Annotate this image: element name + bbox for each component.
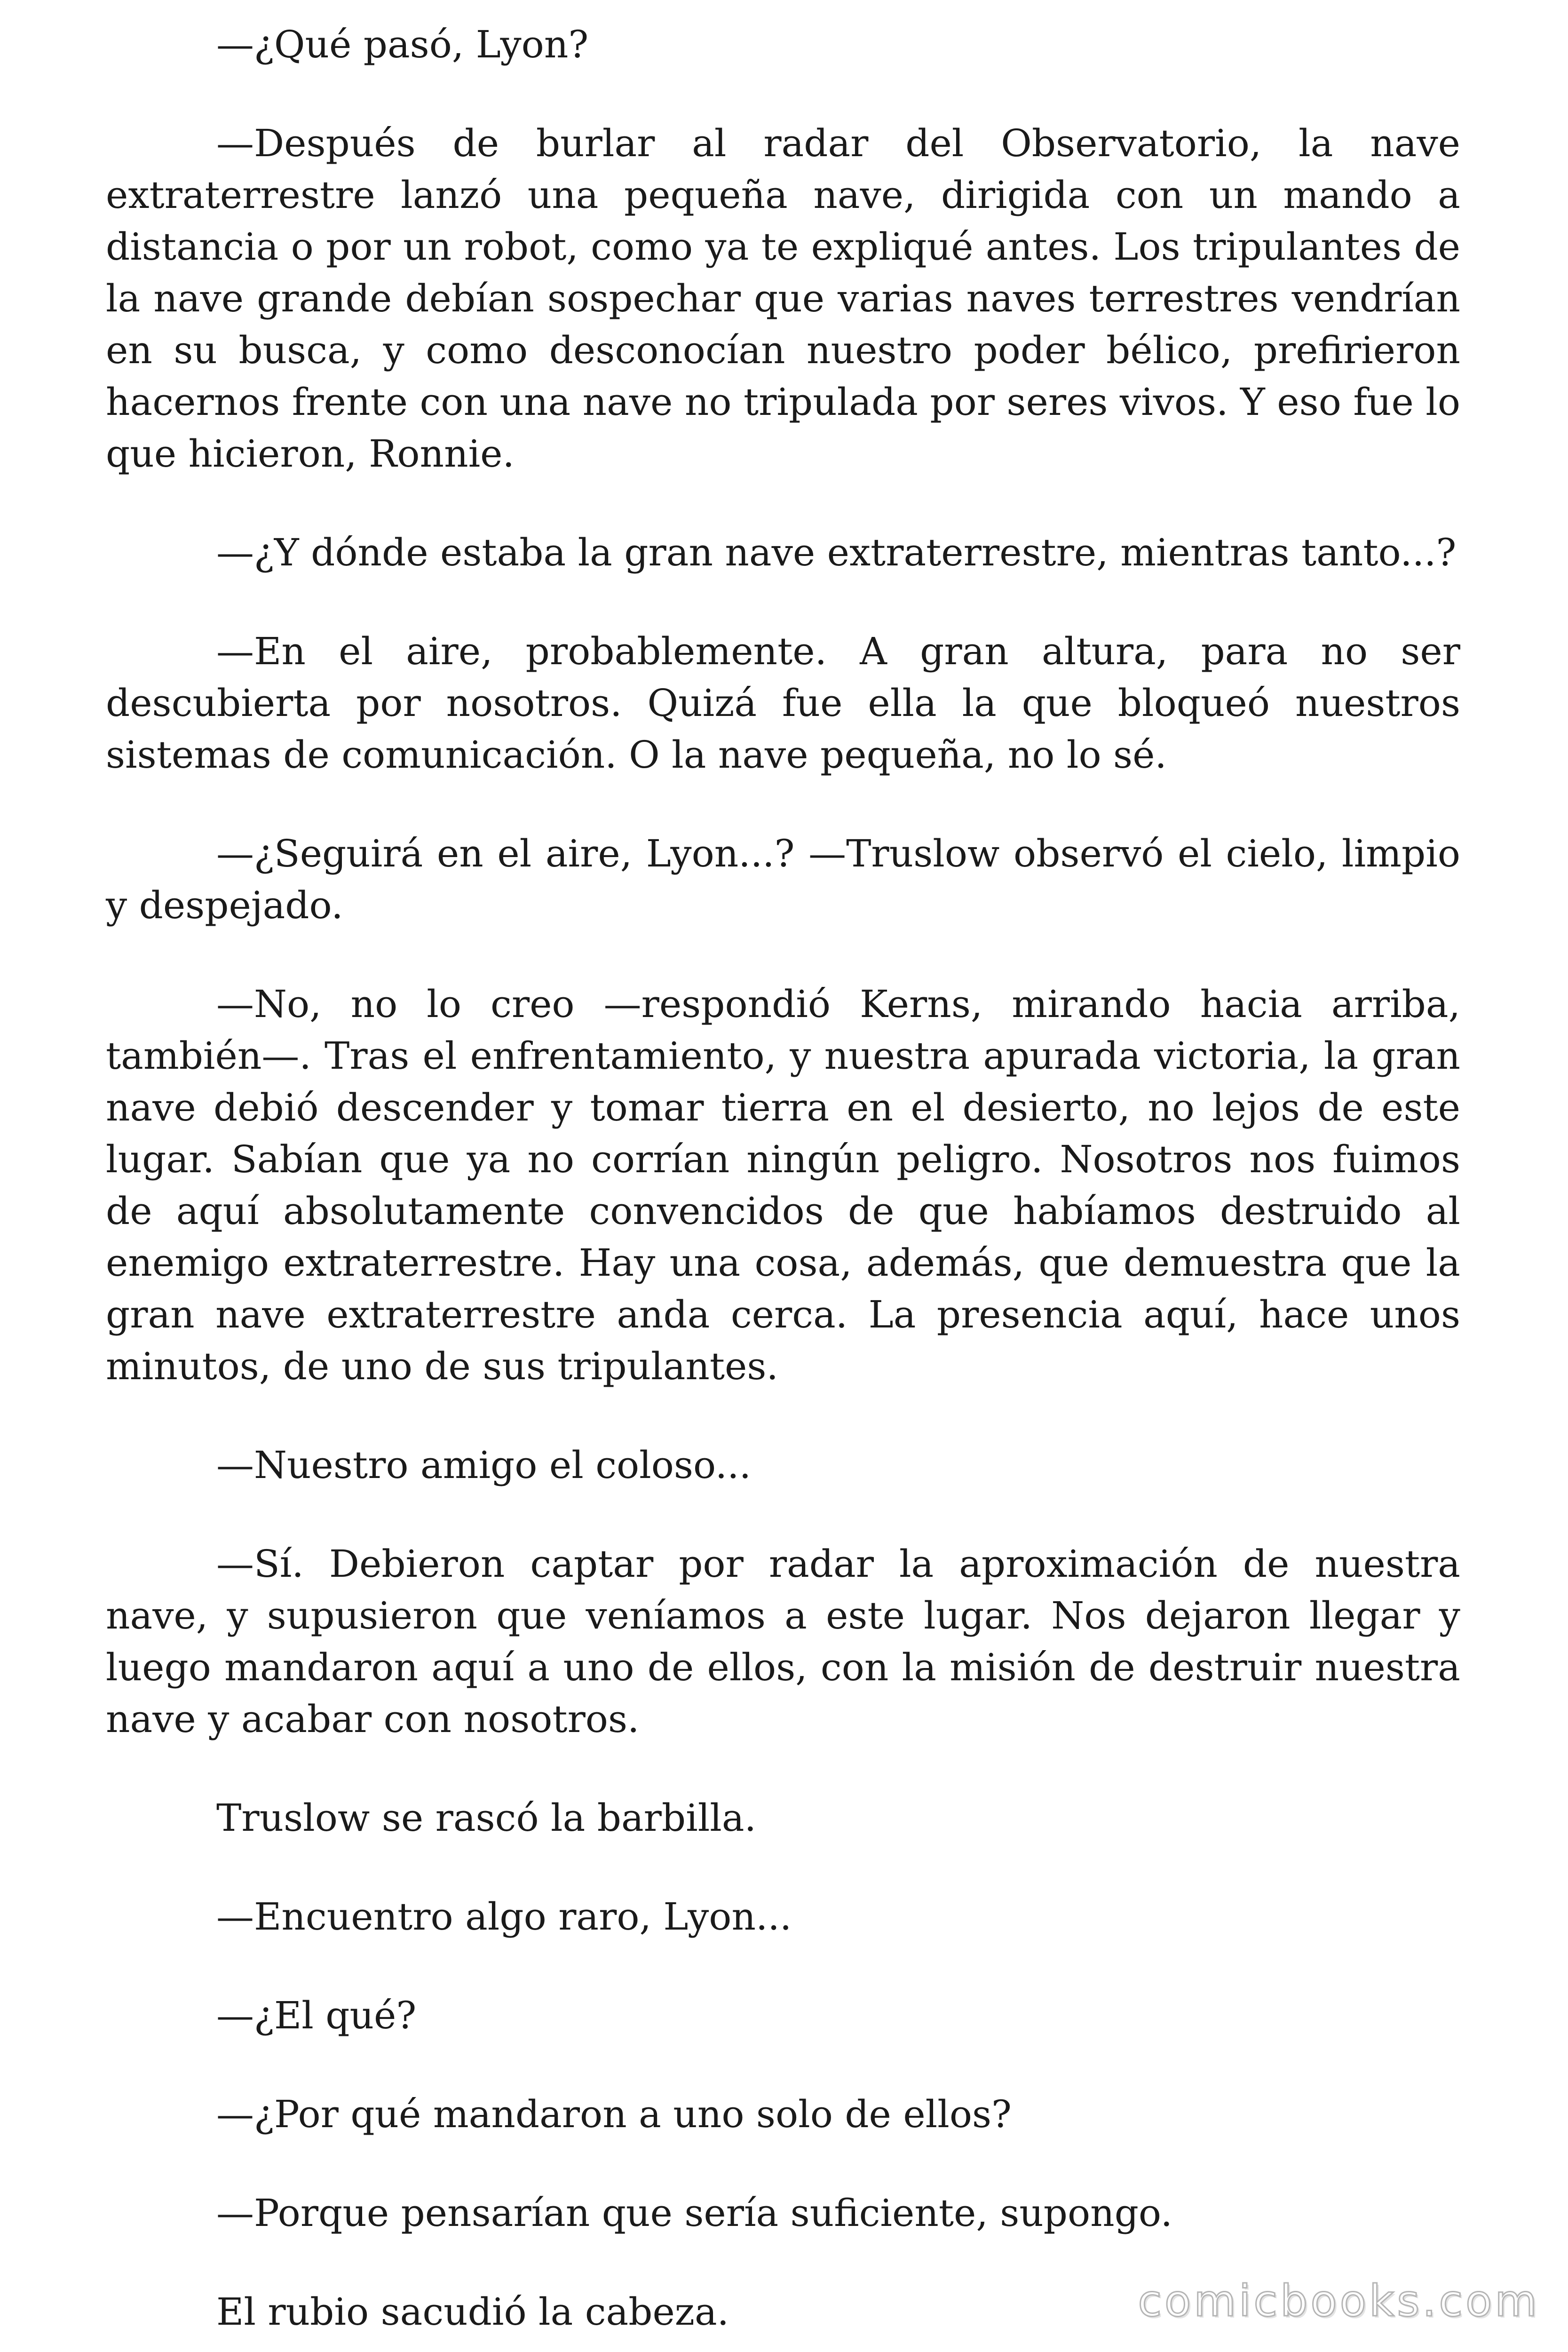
paragraph: —Nuestro amigo el coloso... <box>216 1443 752 1487</box>
watermark: comicbooks.com <box>1138 2276 1540 2326</box>
paragraph: —¿Por qué mandaron a uno solo de ellos? <box>216 2092 1012 2136</box>
paragraph: —No, no lo creo —respondió Kerns, mirando hacia arriba, también—. Tras el enfrentamiento, y nuestra apurada victoria, la gran nave debió descender y tomar tierra en el desierto, no lejos de este lugar. Sabían que ya no corrían ningún peligro. Nosotros nos fuimos de aquí absolutamente convencidos de que habíamos destruido al enemigo extraterrestre. Hay una cosa, además, que demuestra que la gran nave extraterrestre anda cerca. La presencia aquí, hace unos minutos, de uno de sus tripulantes. <box>106 982 1460 1388</box>
paragraph: —Después de burlar al radar del Observatorio, la nave extraterrestre lanzó una pequeña nave, dirigida con un mando a distancia o por un robot, como ya te expliqué antes. Los tripulantes de la nave grande debían sospechar que varias naves terrestres vendrían en su busca, y como desconocían nuestro poder bélico, prefirieron hacernos frente con una nave no tripulada por seres vivos. Y eso fue lo que hicieron, Ronnie. <box>106 121 1460 476</box>
paragraph: —Encuentro algo raro, Lyon... <box>216 1895 792 1939</box>
paragraph: —¿Y dónde estaba la gran nave extraterrestre, mientras tanto...? <box>216 531 1457 574</box>
paragraph: —Sí. Debieron captar por radar la aproximación de nuestra nave, y supusieron que veníamos a este lugar. Nos dejaron llegar y luego mandaron aquí a uno de ellos, con la misión de destruir nuestra nave y acabar con nosotros. <box>106 1542 1460 1741</box>
paragraph: El rubio sacudió la cabeza. <box>216 2290 729 2334</box>
paragraph: —¿Qué pasó, Lyon? <box>216 23 589 66</box>
text-column <box>106 19 1460 2352</box>
paragraph: Truslow se rascó la barbilla. <box>216 1796 757 1840</box>
paragraph: —En el aire, probablemente. A gran altura, para no ser descubierta por nosotros. Quizá fue ella la que bloqueó nuestros sistemas de comunicación. O la nave pequeña, no lo sé. <box>106 629 1460 777</box>
paragraph: —¿El qué? <box>216 1994 417 2037</box>
paragraph: —¿Seguirá en el aire, Lyon...? —Truslow observó el cielo, limpio y despejado. <box>106 832 1460 927</box>
paragraph: —Porque pensarían que sería suficiente, supongo. <box>216 2191 1173 2235</box>
